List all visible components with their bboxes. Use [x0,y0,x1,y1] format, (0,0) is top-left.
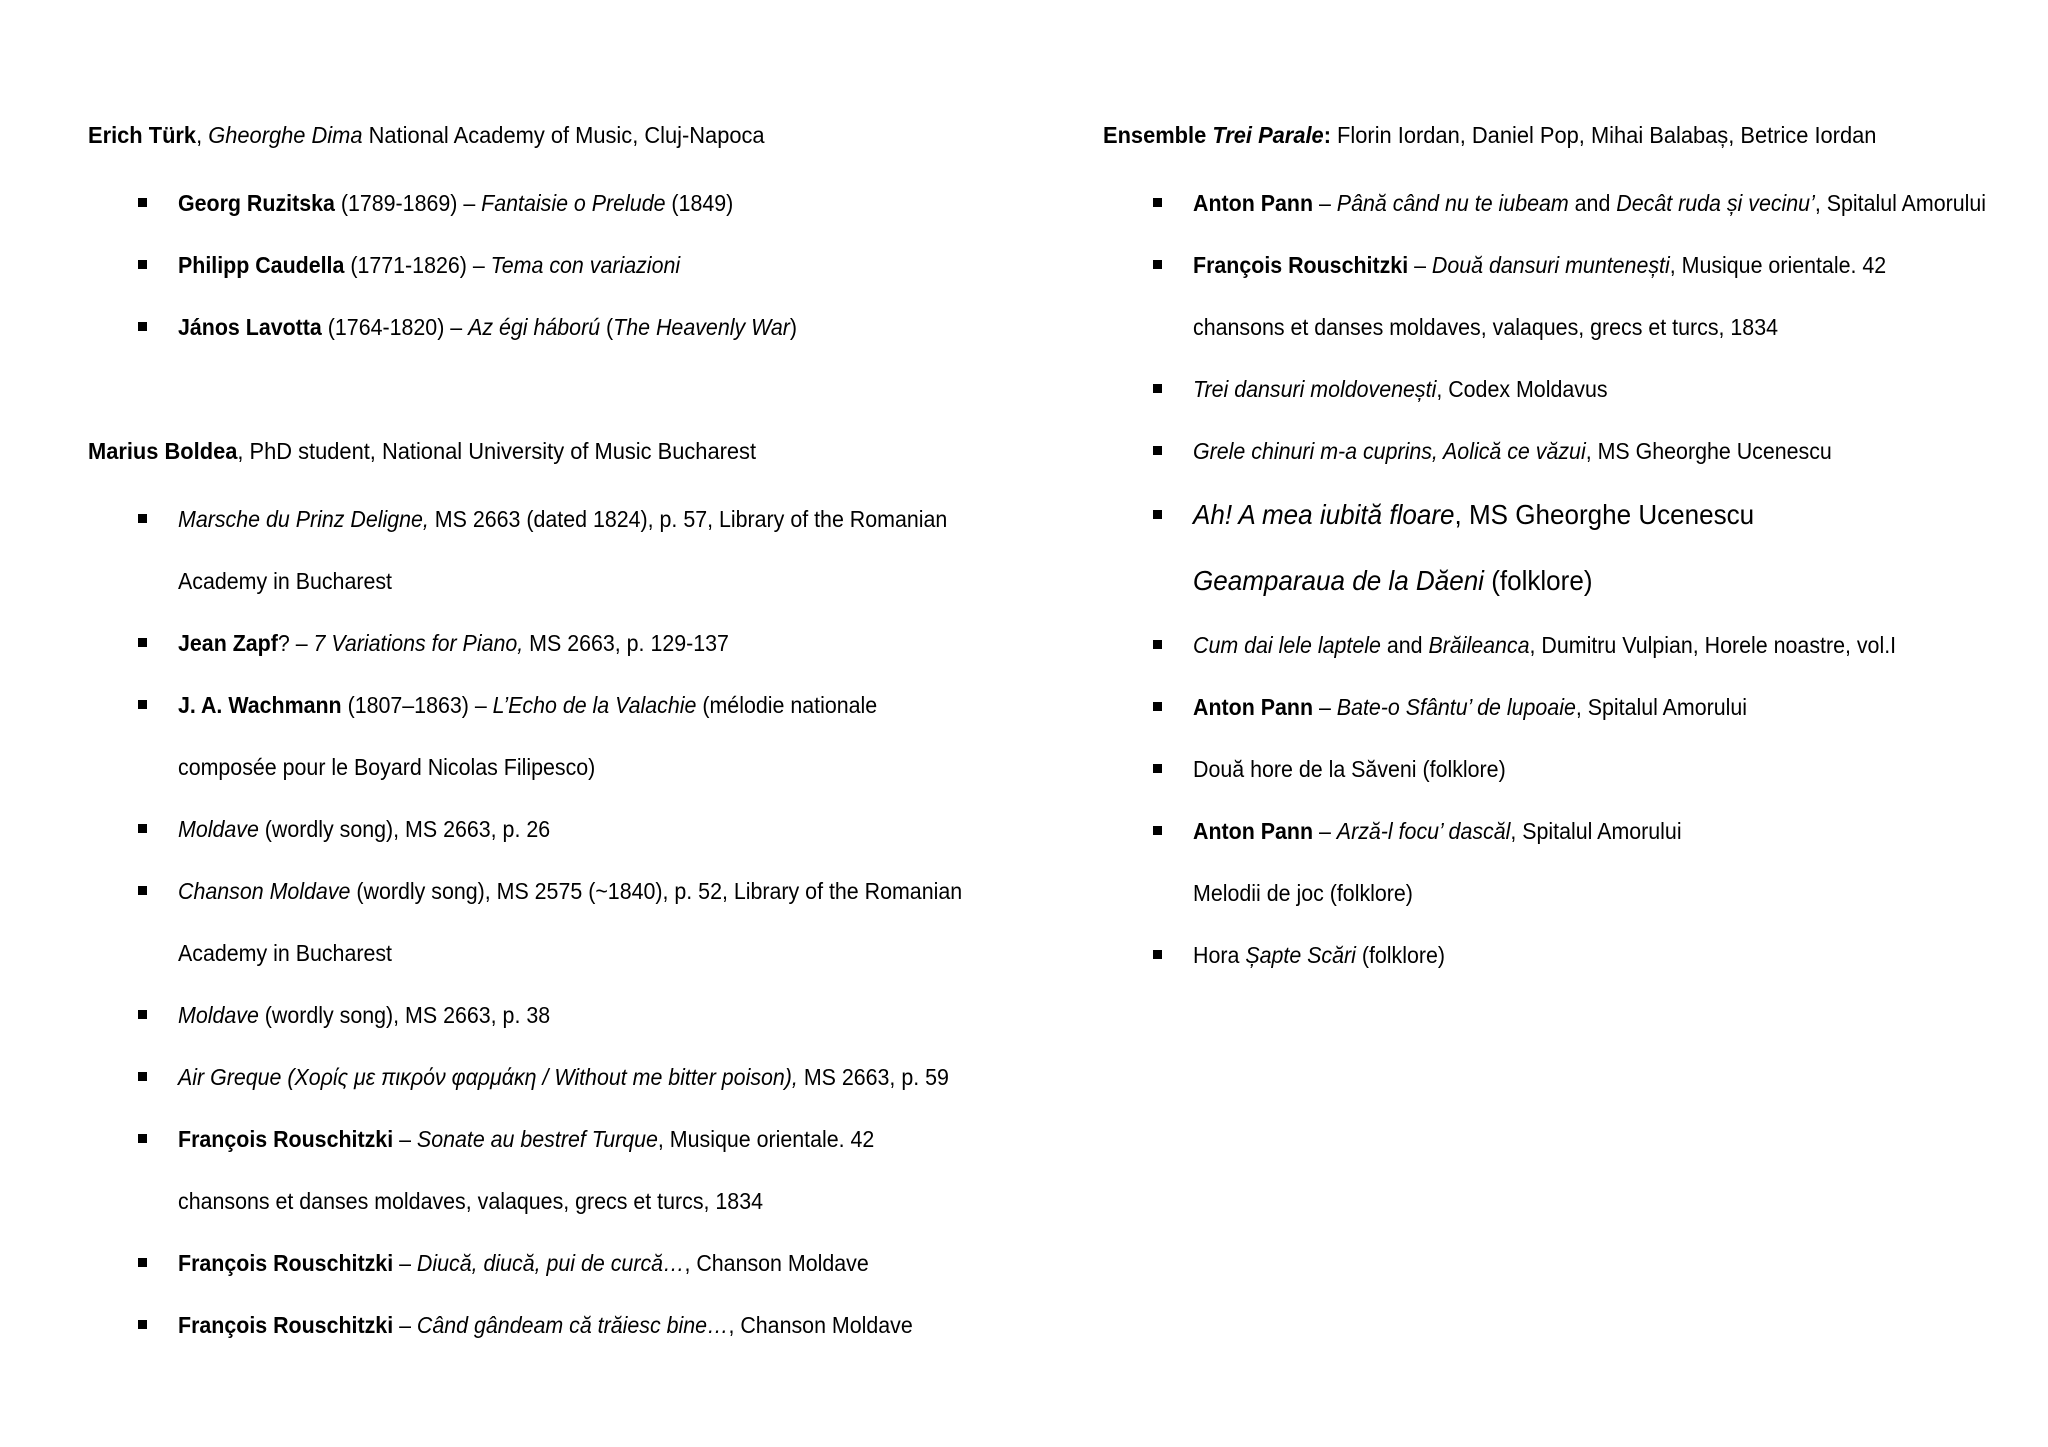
text-segment: (wordly song), MS 2663, p. 38 [258,1002,551,1028]
text-segment: Jean Zapf [178,630,278,656]
section-marius-boldea [88,420,1063,1356]
text-segment: 7 Variations for Piano, [313,630,524,656]
text-segment: Decât ruda și vecinu’ [1616,190,1815,216]
text-segment: Anton Pann [1193,190,1314,216]
square-bullet-icon [138,886,147,895]
square-bullet-icon [1153,950,1162,959]
text-segment: Marius Boldea [88,438,238,464]
section-header [88,420,995,482]
text-segment: Două hore de la Săveni (folklore) [1193,756,1506,782]
list-item [88,296,1063,358]
text-segment: composée pour le Boyard Nicolas Filipesco) [178,754,596,780]
text-segment: – [1408,252,1432,278]
list-item [1103,234,2048,358]
text-line [178,1108,1001,1170]
section-header [1103,104,1982,166]
list-item [1103,614,2048,676]
text-segment: , Musique orientale. 42 [1669,252,1887,278]
text-segment: Cum dai lele laptele [1193,632,1381,658]
square-bullet-icon [1153,702,1162,711]
text-segment: – [1313,190,1337,216]
text-segment: Când gândeam că trăiesc bine… [416,1312,729,1338]
text-line [178,296,1001,358]
text-segment: Georg Ruzitska [178,190,335,216]
text-segment: L’Echo de la Valachie [492,692,697,718]
square-bullet-icon [138,700,147,709]
text-line [1193,234,1988,296]
text-segment: Arză-l focu’ dascăl [1336,818,1511,844]
square-bullet-icon [138,260,147,269]
text-segment: Erich Türk [88,122,197,148]
text-segment: (folklore) [1355,942,1446,968]
item-list [88,488,1063,1356]
text-segment: (1771-1826) – [344,252,491,278]
item-list [88,172,1063,358]
text-segment: – [393,1126,417,1152]
text-segment: François Rouschitzki [178,1250,394,1276]
text-line [1193,482,1988,548]
text-segment: The Heavenly War [613,314,790,340]
square-bullet-icon [1153,446,1162,455]
square-bullet-icon [1153,826,1162,835]
text-segment: Philipp Caudella [178,252,345,278]
text-segment: Fantaisie o Prelude [481,190,666,216]
text-segment: Moldave [178,816,259,842]
right-column [1103,104,2048,986]
list-item [1103,676,2048,738]
list-item [1103,924,2048,986]
text-segment: Până când nu te iubeam [1336,190,1569,216]
section-header [88,104,995,166]
text-segment: (1807–1863) – [341,692,493,718]
text-segment: : [1323,122,1331,148]
section-ensemble-trei-parale [1103,104,2048,986]
list-item [88,612,1063,674]
text-line [178,984,1001,1046]
text-segment: Geamparaua de la Dăeni [1193,565,1484,596]
list-item [88,234,1063,296]
text-segment: Șapte Scări [1245,942,1356,968]
text-segment: Două dansuri muntenești [1431,252,1670,278]
text-segment: , [196,122,209,148]
text-segment: , Spitalul Amorului [1814,190,1987,216]
text-segment: MS 2663, p. 129-137 [523,630,729,656]
text-segment: (1849) [665,190,734,216]
text-segment: Academy in Bucharest [178,568,393,594]
text-segment: – [393,1250,417,1276]
square-bullet-icon [1153,260,1162,269]
text-segment: National Academy of Music, Cluj-Napoca [362,122,765,148]
list-item [88,1294,1063,1356]
text-segment: and [1380,632,1429,658]
square-bullet-icon [138,322,147,331]
text-segment: , Musique orientale. 42 [657,1126,875,1152]
text-line [178,736,1001,798]
square-bullet-icon [1153,384,1162,393]
square-bullet-icon [138,1258,147,1267]
text-segment: Grele chinuri m-a cuprins, Aolică ce văzui [1193,438,1586,464]
text-segment: Academy in Bucharest [178,940,393,966]
text-line [1193,420,1988,482]
text-segment: Brăileanca [1428,632,1530,658]
text-segment: François Rouschitzki [178,1312,394,1338]
item-list [1103,172,2048,986]
list-item [88,1232,1063,1294]
text-line [178,860,1001,922]
text-line [1193,296,1988,358]
text-segment: Sonate au bestref Turque [416,1126,658,1152]
square-bullet-icon [138,1134,147,1143]
text-segment: (mélodie nationale [696,692,878,718]
text-segment: Trei Parale [1212,122,1324,148]
list-item [1103,738,2048,800]
square-bullet-icon [138,1320,147,1329]
text-segment: (1789-1869) – [334,190,482,216]
text-segment: Anton Pann [1193,694,1314,720]
text-segment: , MS Gheorghe Ucenescu [1585,438,1832,464]
text-segment: Ah! A mea iubită floare [1193,499,1455,530]
text-segment: Anton Pann [1193,818,1314,844]
text-segment: , PhD student, National University of Music Bucharest [237,438,757,464]
square-bullet-icon [138,638,147,647]
list-item [88,984,1063,1046]
text-segment: János Lavotta [178,314,322,340]
text-segment: Chanson Moldave [178,878,351,904]
text-segment: Tema con variazioni [490,252,681,278]
text-line [178,1232,1001,1294]
list-item [1103,172,2048,234]
text-line [1193,676,1988,738]
text-segment: Gheorghe Dima [208,122,363,148]
text-line [178,922,1001,984]
text-segment: Diucă, diucă, pui de curcă… [416,1250,685,1276]
square-bullet-icon [138,1072,147,1081]
text-segment: (1764-1820) – [321,314,469,340]
text-segment: – [1313,694,1337,720]
text-segment: François Rouschitzki [178,1126,394,1152]
text-line [1193,548,1988,614]
text-segment: (folklore) [1483,565,1593,596]
square-bullet-icon [1153,640,1162,649]
text-segment: Air Greque (Χορίς με πικρόν φαρμάκη / Without me bitter poison), [178,1064,798,1090]
text-line [178,1294,1001,1356]
text-segment: ) [789,314,798,340]
left-column [88,104,1063,1356]
square-bullet-icon [138,514,147,523]
list-item [1103,800,2048,924]
text-segment: ( [600,314,614,340]
square-bullet-icon [1153,198,1162,207]
text-segment: MS 2663 (dated 1824), p. 57, Library of the Romanian [428,506,948,532]
square-bullet-icon [138,824,147,833]
text-segment: , Chanson Moldave [728,1312,913,1338]
square-bullet-icon [1153,764,1162,773]
text-segment: , Chanson Moldave [684,1250,869,1276]
text-segment: Marsche du Prinz Deligne, [178,506,429,532]
text-segment: Moldave [178,1002,259,1028]
list-item [88,1046,1063,1108]
text-line [1193,800,1988,862]
text-line [178,1046,1001,1108]
text-line [1193,358,1988,420]
text-segment: Melodii de joc (folklore) [1193,880,1413,906]
text-segment: – [1313,818,1337,844]
text-segment: François Rouschitzki [1193,252,1409,278]
text-segment: chansons et danses moldaves, valaques, grecs et turcs, 1834 [1193,314,1778,340]
text-line [1193,924,1988,986]
text-segment: – [393,1312,417,1338]
text-line [1193,862,1988,924]
text-line [178,488,1001,550]
text-line [178,674,1001,736]
list-item [1103,482,2048,614]
list-item [88,860,1063,984]
square-bullet-icon [1153,510,1162,519]
text-line [1193,738,1988,800]
text-segment: Florin Iordan, Daniel Pop, Mihai Balabaș, Betrice Iordan [1330,122,1877,148]
text-segment: , Spitalul Amorului [1575,694,1748,720]
text-line [178,234,1001,296]
text-segment: , Dumitru Vulpian, Horele noastre, vol.I [1529,632,1897,658]
square-bullet-icon [138,198,147,207]
text-segment: Hora [1193,942,1246,968]
list-item [88,674,1063,798]
text-segment: (wordly song), MS 2575 (~1840), p. 52, Library of the Romanian [350,878,963,904]
text-line [1193,172,1988,234]
text-line [178,612,1001,674]
text-line [178,172,1001,234]
text-segment: , Codex Moldavus [1436,376,1608,402]
list-item [88,1108,1063,1232]
list-item [1103,420,2048,482]
text-line [178,798,1001,860]
text-segment: Az égi háború [468,314,601,340]
text-segment: and [1568,190,1617,216]
list-item [88,798,1063,860]
text-segment: Bate-o Sfântu’ de lupoaie [1336,694,1576,720]
text-segment: Ensemble [1103,122,1213,148]
section-erich-turk [88,104,1063,358]
list-item [1103,358,2048,420]
text-line [1193,614,1988,676]
text-segment: (wordly song), MS 2663, p. 26 [258,816,551,842]
text-line [178,550,1001,612]
text-segment: ? – [277,630,314,656]
text-segment: , MS Gheorghe Ucenescu [1454,499,1755,530]
text-segment: MS 2663, p. 59 [797,1064,949,1090]
text-segment: , Spitalul Amorului [1510,818,1682,844]
text-segment: chansons et danses moldaves, valaques, grecs et turcs, 1834 [178,1188,763,1214]
list-item [88,488,1063,612]
text-line [178,1170,1001,1232]
list-item [88,172,1063,234]
square-bullet-icon [138,1010,147,1019]
text-segment: J. A. Wachmann [178,692,342,718]
text-segment: Trei dansuri moldovenești [1193,376,1437,402]
